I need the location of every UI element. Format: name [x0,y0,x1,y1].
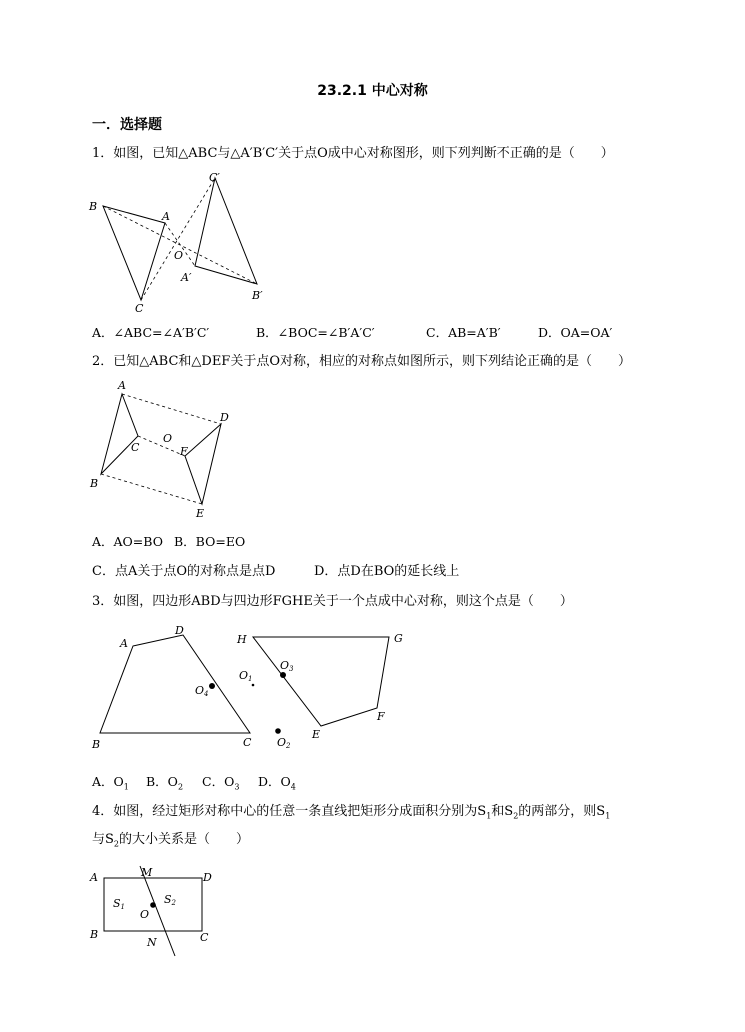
label-o: O [163,432,173,445]
center-point-o [150,902,156,908]
label-c: C [200,931,209,944]
question-3-figure [85,622,415,757]
label-b: B [89,200,98,213]
label-b: B [90,928,99,941]
quadrilateral-fghe [253,637,389,726]
label-e: E [196,507,205,520]
question-4-stem-line-1: 4．如图，经过矩形对称中心的任意一条直线把矩形分成面积分别为$S_1$和$S_2$的两部分，则$S_1$ [92,804,611,821]
label-f: F [377,710,385,723]
label-o: O [140,908,150,921]
triangle-abc [103,206,165,300]
label-o4: O4 [195,684,209,698]
label-c: C [135,302,144,315]
section-heading: 一．选择题 [92,117,162,133]
label-h: H [237,633,247,646]
page-title: 23.2.1 中心对称 [317,83,428,99]
question-2-option-a[interactable]: A．AO=BO [92,534,163,549]
label-c: C [243,736,252,749]
label-b: B [90,477,99,490]
triangle-def [185,424,221,504]
label-g: G [394,632,403,645]
question-1-option-d[interactable]: D．OA=OA′ [538,325,613,340]
label-o: O [174,249,184,262]
label-a: A [90,871,98,884]
question-1-stem: 1．如图，已知△ABC与△A′B′C′关于点O成中心对称图形，则下列判断不正确的是（ ） [92,146,614,161]
label-m: M [141,866,153,879]
question-1-figure [85,168,285,318]
question-4-figure [85,860,225,960]
question-3-stem: 3．如图，四边形ABD与四边形FGHE关于一个点成中心对称，则这个点是（ ） [92,594,573,609]
triangle-abc [101,394,138,474]
point-o1 [252,684,255,687]
point-o4 [209,683,215,689]
question-3-option-b[interactable]: B．$O_2$ [146,774,184,792]
question-3-option-c[interactable]: C．$O_3$ [202,774,240,792]
label-n: N [147,936,157,949]
question-4-stem-line-2: 与$S_2$的大小关系是（ ） [92,832,250,849]
label-c: C [131,441,140,454]
label-b: B [92,738,101,751]
label-b-prime: B′ [252,289,263,302]
label-a: A [162,210,170,223]
dashed-line-cf [138,436,185,456]
question-3-option-d[interactable]: D．$O_4$ [258,774,296,792]
question-2-option-c[interactable]: C．点A关于点O的对称点是点D [92,564,276,579]
question-1-option-a[interactable]: A．∠ABC=∠A′B′C′ [92,325,210,340]
label-s2: S2 [164,893,177,907]
label-o1: O1 [239,669,253,683]
question-1-option-c[interactable]: C．AB=A′B′ [426,325,501,340]
label-f: F [180,445,188,458]
point-o2 [275,728,281,734]
dashed-line-ad [122,394,221,424]
point-o3 [280,672,286,678]
label-a-prime: A′ [181,271,192,284]
question-2-figure [85,376,245,526]
question-2-stem: 2．已知△ABC和△DEF关于点O对称，相应的对称点如图所示，则下列结论正确的是（ ） [92,354,631,369]
label-a: A [120,637,128,650]
label-o3: O3 [280,659,294,673]
label-d: D [220,411,229,424]
question-2-option-d[interactable]: D．点D在BO的延长线上 [314,564,460,579]
dashed-line-be [101,474,202,504]
label-a: A [118,379,126,392]
dashed-line-cc [141,178,215,300]
triangle-a-prime-b-prime-c-prime [195,178,257,284]
label-e: E [312,728,321,741]
label-s1: S1 [113,897,126,911]
question-1-option-b[interactable]: B．∠BOC=∠B′A′C′ [256,325,375,340]
question-2-option-b[interactable]: B．BO=EO [174,534,246,549]
question-3-option-a[interactable]: A．$O_1$ [92,774,129,792]
label-o2: O2 [277,736,291,750]
label-c-prime: C′ [209,171,220,184]
label-d: D [203,871,212,884]
label-d: D [175,624,184,637]
